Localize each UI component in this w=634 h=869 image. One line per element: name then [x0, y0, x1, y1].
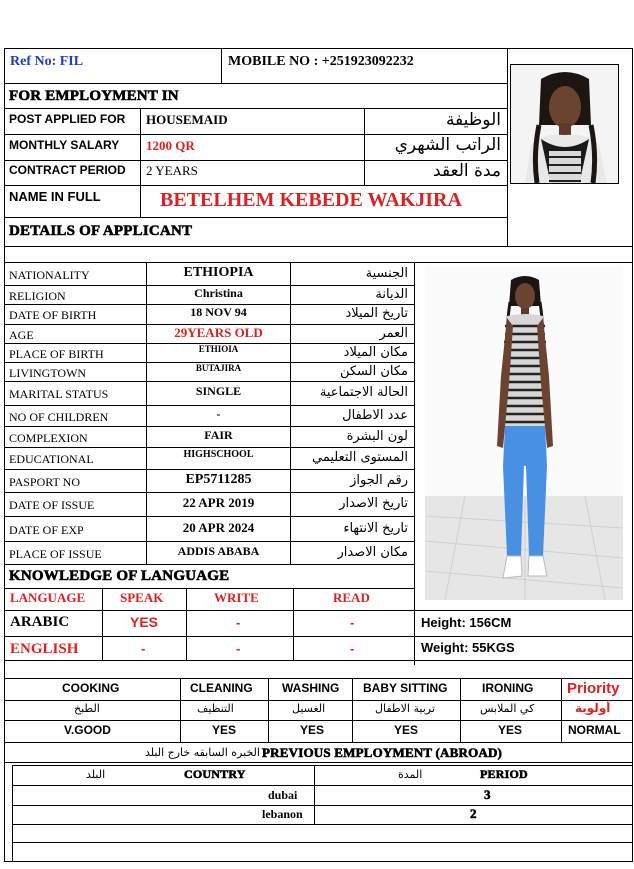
post-applied-arabic: الوظيفة [445, 110, 501, 130]
detail-label: LIVINGTOWN [9, 365, 87, 380]
divider [4, 564, 415, 565]
divider [364, 108, 365, 185]
divider [221, 48, 222, 83]
skill-cooking: COOKING [62, 681, 120, 695]
divider [4, 700, 633, 701]
frame-top-line [4, 48, 633, 49]
divider [102, 588, 103, 660]
details-row-divider [4, 516, 415, 517]
prev-country-1: dubai [268, 788, 298, 802]
divider [4, 185, 508, 186]
detail-label: DATE OF ISSUE [9, 498, 95, 512]
full-name-value: BETELHEM KEBEDE WAKJIRA [160, 189, 462, 211]
frame-left-line [4, 48, 5, 861]
divider [4, 246, 633, 247]
divider [4, 762, 633, 763]
lang-english-read: - [350, 641, 355, 656]
detail-label: PASPORT NO [9, 474, 80, 489]
divider [4, 610, 633, 611]
divider [12, 805, 633, 806]
divider [293, 588, 294, 660]
detail-value: ETHIOIA [198, 343, 239, 354]
lang-english-name: ENGLISH [10, 641, 79, 657]
divider [4, 108, 508, 109]
language-heading: KNOWLEDGE OF LANGUAGE [9, 568, 230, 584]
post-applied-label: POST APPLIED FOR [9, 112, 126, 126]
divider [12, 765, 633, 766]
lang-arabic-write: - [236, 615, 241, 630]
divider [4, 678, 633, 679]
lang-arabic-read: - [350, 615, 355, 630]
skill-washing: WASHING [282, 681, 340, 695]
detail-label: DATE OF BIRTH [9, 308, 97, 322]
lang-header-write: WRITE [214, 590, 259, 605]
divider [314, 765, 315, 825]
contract-period-label: CONTRACT PERIOD [9, 163, 126, 177]
detail-arabic: الحالة الاجتماعية [319, 385, 408, 400]
lang-header-read: READ [333, 590, 370, 605]
prev-country-2: lebanon [262, 807, 303, 821]
details-row-divider [4, 405, 415, 406]
divider [12, 785, 633, 786]
detail-arabic: تاريخ الاصدار [339, 496, 408, 511]
detail-value: ETHIOPIA [183, 264, 254, 280]
details-row-divider [4, 381, 415, 382]
detail-arabic: الجنسية [365, 265, 408, 281]
skill-cooking-ar: الطبخ [74, 702, 100, 715]
detail-label: NO OF CHILDREN [9, 409, 109, 424]
country-label-ar: البلد [86, 768, 106, 781]
detail-value: BUTAJIRA [195, 362, 242, 373]
prev-period-1: 3 [484, 787, 491, 802]
divider [12, 824, 633, 825]
detail-arabic: تاريخ الانتهاء [343, 520, 408, 536]
detail-arabic: العمر [379, 325, 408, 341]
detail-arabic: رقم الجواز [350, 472, 408, 488]
divider [4, 742, 633, 743]
contract-period-value: 2 YEARS [146, 163, 198, 178]
detail-arabic: تاريخ الميلاد [345, 306, 408, 321]
post-applied-value: HOUSEMAID [146, 112, 228, 127]
skill-cleaning-ar: التنظيف [197, 702, 234, 715]
country-label: COUNTRY [184, 767, 246, 781]
detail-value: 29YEARS OLD [174, 324, 263, 340]
skill-ironing-ar: كي الملابس [480, 702, 535, 715]
detail-label: PLACE OF BIRTH [9, 346, 104, 361]
monthly-salary-label: MONTHLY SALARY [9, 138, 120, 152]
divider [180, 678, 181, 742]
divider [268, 678, 269, 742]
divider [4, 636, 633, 637]
priority-label-ar: أولوية [575, 701, 611, 715]
divider [561, 678, 562, 742]
priority-value: NORMAL [568, 723, 621, 737]
details-row-divider [4, 541, 415, 542]
employment-heading: FOR EMPLOYMENT IN [9, 88, 179, 104]
detail-value: ADDIS ABABA [177, 543, 260, 558]
detail-arabic: مكان السكن [339, 363, 408, 379]
skill-ironing-value: YES [498, 723, 523, 737]
skill-cleaning: CLEANING [190, 681, 253, 695]
divider [290, 262, 291, 564]
skill-baby-sitting-value: YES [394, 723, 419, 737]
detail-arabic: مكان الاصدار [337, 544, 408, 560]
divider [186, 588, 187, 660]
details-row-divider [4, 492, 415, 493]
detail-value: FAIR [204, 427, 233, 442]
lang-english-write: - [236, 641, 241, 656]
applicant-photo-full [425, 266, 623, 600]
divider [140, 108, 141, 217]
divider [352, 678, 353, 742]
detail-value: HIGHSCHOOL [183, 449, 254, 460]
detail-arabic: المستوى التعليمي [312, 450, 408, 465]
lang-english-speak: - [141, 641, 146, 656]
detail-label: COMPLEXION [9, 430, 88, 445]
contract-period-arabic: مدة العقد [433, 161, 501, 181]
monthly-salary-value: 1200 QR [146, 138, 195, 153]
lang-header-speak: SPEAK [120, 590, 164, 605]
detail-arabic: الديانة [375, 286, 408, 302]
divider [12, 842, 633, 843]
detail-value: Christina [194, 285, 243, 300]
previous-heading-ar: الخبره السابقه خارج البلد [145, 746, 260, 759]
detail-arabic: مكان الميلاد [343, 344, 408, 360]
height-value: Height: 156CM [421, 615, 512, 630]
details-row-divider [4, 469, 415, 470]
detail-value: - [216, 406, 221, 421]
detail-arabic: عدد الاطفال [342, 407, 408, 423]
full-name-label: NAME IN FULL [9, 189, 101, 204]
lang-arabic-speak: YES [130, 614, 159, 630]
detail-value: 20 APR 2024 [182, 519, 255, 535]
detail-label: NATIONALITY [9, 267, 90, 282]
monthly-salary-arabic: الراتب الشهري [394, 135, 501, 155]
detail-arabic: لون البشرة [346, 428, 408, 444]
detail-value: SINGLE [195, 384, 242, 398]
frame-right-line [632, 48, 633, 861]
lang-arabic-name: ARABIC [10, 614, 70, 630]
detail-value: EP5711285 [185, 471, 252, 487]
detail-label: PLACE OF ISSUE [9, 546, 102, 561]
weight-value: Weight: 55KGS [421, 640, 515, 655]
divider [414, 262, 415, 665]
applicant-photo-small [510, 64, 619, 184]
skill-washing-ar: الغسيل [292, 702, 326, 715]
detail-label: DATE OF EXP [9, 522, 84, 537]
detail-value: 22 APR 2019 [182, 495, 255, 510]
divider [4, 588, 415, 589]
prev-period-2: 2 [470, 806, 477, 821]
period-label: PERIOD [480, 767, 528, 781]
divider [4, 861, 633, 862]
mobile-number: MOBILE NO : +251923092232 [228, 54, 414, 69]
details-row-divider [4, 447, 415, 448]
detail-label: MARITAL STATUS [9, 387, 109, 401]
skill-ironing: IRONING [482, 681, 534, 695]
skill-baby-sitting: BABY SITTING [363, 681, 448, 695]
details-row-divider [4, 262, 633, 263]
divider [4, 660, 633, 661]
skill-cleaning-value: YES [212, 723, 237, 737]
divider [460, 678, 461, 742]
divider [4, 217, 508, 218]
skill-washing-value: YES [300, 723, 325, 737]
detail-label: AGE [9, 327, 34, 342]
ref-number: Ref No: FIL [10, 54, 84, 69]
skill-baby-sitting-ar: تربية الاطفال [375, 702, 435, 715]
detail-label: EDUCATIONAL [9, 452, 94, 466]
divider [4, 83, 508, 84]
lang-header-language: LANGUAGE [10, 590, 86, 605]
detail-label: RELIGION [9, 288, 66, 303]
detail-value: 18 NOV 94 [190, 305, 247, 319]
divider [4, 720, 633, 721]
details-row-divider [4, 426, 415, 427]
priority-label: Priority [567, 680, 620, 697]
details-heading: DETAILS OF APPLICANT [9, 223, 193, 239]
previous-heading: PREVIOUS EMPLOYMENT (ABROAD) [262, 745, 503, 760]
divider [12, 765, 13, 861]
skill-cooking-value: V.GOOD [64, 723, 111, 737]
period-label-ar: المدة [398, 768, 423, 781]
